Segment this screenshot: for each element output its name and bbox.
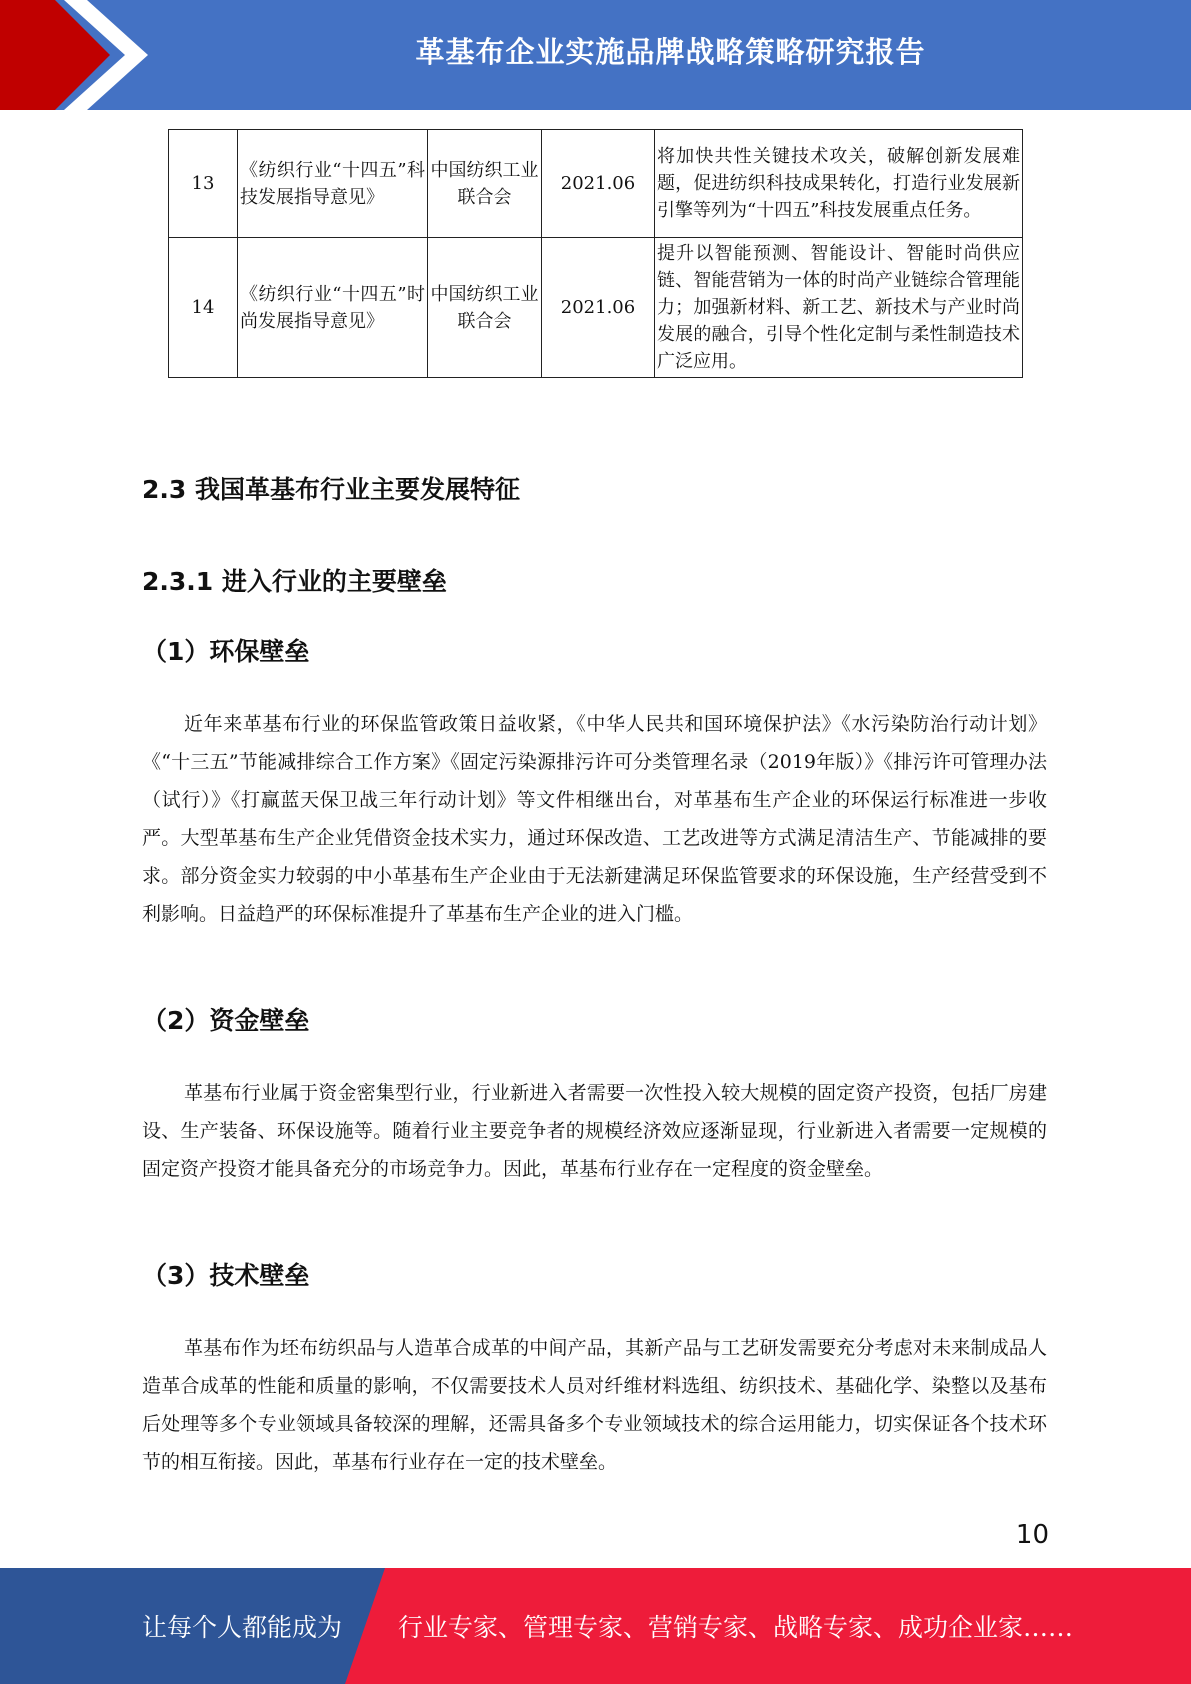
barrier-heading-environmental: （1）环保壁垒: [142, 637, 310, 666]
table-row: [169, 238, 1023, 378]
row-number: 13: [169, 130, 238, 238]
policy-name: 《纺织行业“十四五”科技发展指导意见》: [238, 130, 428, 238]
table-row: [169, 130, 1023, 238]
header-arrow-icon: [0, 0, 160, 110]
barrier-paragraph-environmental: 近年来革基布行业的环保监管政策日益收紧，《中华人民共和国环境保护法》《水污染防治行动计划》《“十三五”节能减排综合工作方案》《固定污染源排污许可分类管理名录（2019年版）》《排污许可管理办法（试行）》《打赢蓝天保卫战三年行动计划》等文件相继出台，对革基布生产企业的环保运行标准进一步收严。大型革基布生产企业凭借资金技术实力，通过环保改造、工艺改进等方式满足清洁生产、节能减排的要求。部分资金实力较弱的中小革基布生产企业由于无法新建满足环保监管要求的环保设施，生产经营受到不利影响。日益趋严的环保标准提升了革基布生产企业的进入门槛。: [142, 713, 1047, 925]
section-heading: 2.3 我国革基布行业主要发展特征: [142, 475, 520, 504]
issuing-organization: 中国纺织工业联合会: [428, 130, 542, 238]
page-footer: [0, 1568, 1191, 1684]
barrier-paragraph-technical: 革基布作为坯布纺织品与人造革合成革的中间产品，其新产品与工艺研发需要充分考虑对未来制成品人造革合成革的性能和质量的影响，不仅需要技术人员对纤维材料选组、纺织技术、基础化学、染整以及基布后处理等多个专业领域具备较深的理解，还需具备多个专业领域技术的综合运用能力，切实保证各个技术环节的相互衔接。因此，革基布行业存在一定的技术壁垒。: [142, 1337, 1047, 1473]
policy-description: 提升以智能预测、智能设计、智能时尚供应链、智能营销为一体的时尚产业链综合管理能力；加强新材料、新工艺、新技术与产业时尚发展的融合，引导个性化定制与柔性制造技术广泛应用。: [655, 238, 1023, 378]
policy-name: 《纺织行业“十四五”时尚发展指导意见》: [238, 238, 428, 378]
policy-description: 将加快共性关键技术攻关，破解创新发展难题，促进纺织科技成果转化，打造行业发展新引擎等列为“十四五”科技发展重点任务。: [655, 130, 1023, 238]
footer-slogan-right: 行业专家、管理专家、营销专家、战略专家、成功企业家……: [398, 1613, 1074, 1642]
barrier-heading-capital: （2）资金壁垒: [142, 1006, 310, 1035]
subsection-heading: 2.3.1 进入行业的主要壁垒: [142, 567, 447, 596]
report-title: 革基布企业实施品牌战略策略研究报告: [415, 34, 926, 69]
page-header: [0, 0, 1191, 110]
issue-date: 2021.06: [542, 130, 655, 238]
footer-slogan-left: 让每个人都能成为: [142, 1613, 343, 1642]
issue-date: 2021.06: [542, 238, 655, 378]
issuing-organization: 中国纺织工业联合会: [428, 238, 542, 378]
barrier-heading-technical: （3）技术壁垒: [142, 1261, 310, 1290]
row-number: 14: [169, 238, 238, 378]
page-number: 10: [1015, 1520, 1049, 1550]
barrier-paragraph-capital: 革基布行业属于资金密集型行业，行业新进入者需要一次性投入较大规模的固定资产投资，包括厂房建设、生产装备、环保设施等。随着行业主要竞争者的规模经济效应逐渐显现，行业新进入者需要一定规模的固定资产投资才能具备充分的市场竞争力。因此，革基布行业存在一定程度的资金壁垒。: [142, 1082, 1047, 1180]
policy-table: [168, 129, 1023, 378]
